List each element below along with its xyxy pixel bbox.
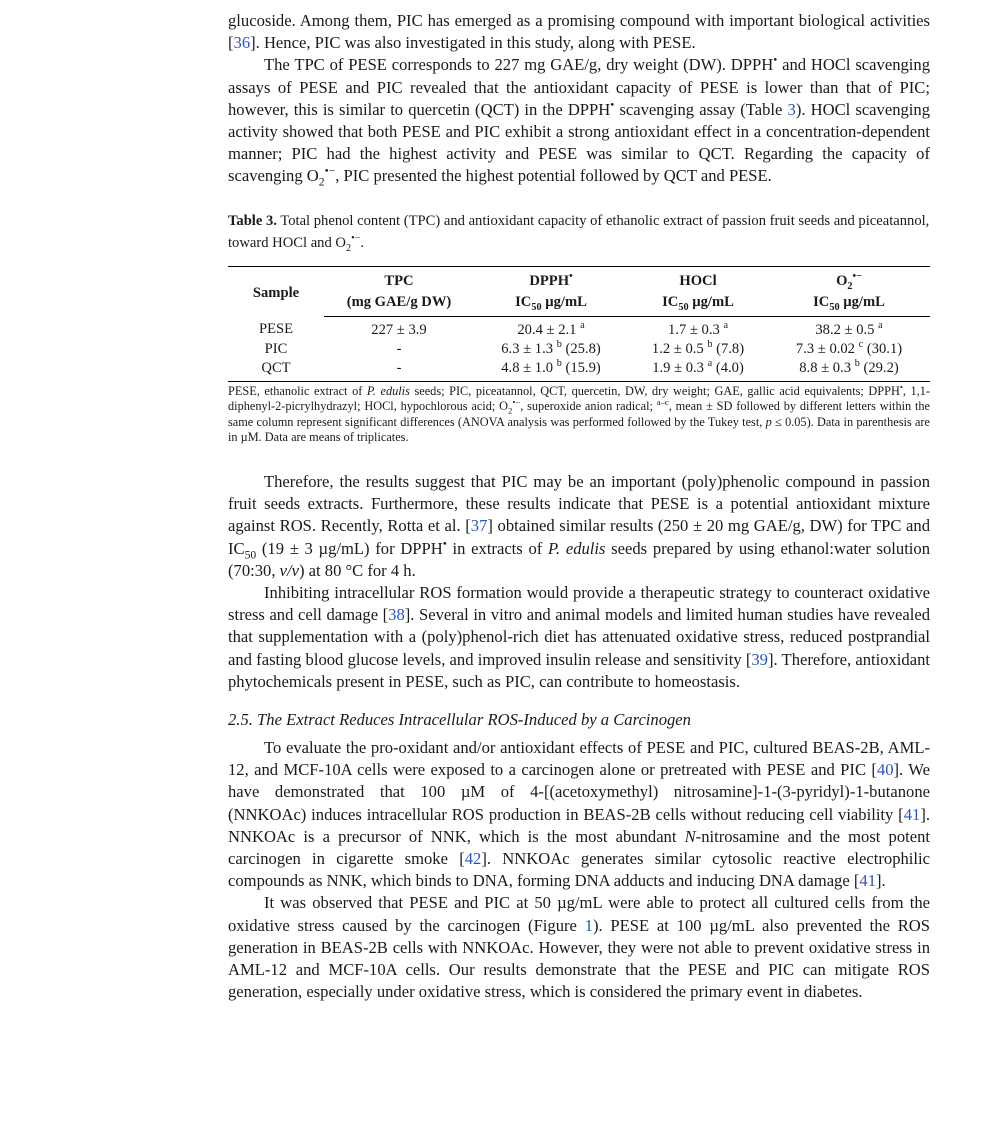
caption-label: Table 3. [228,212,277,229]
cell-hocl [628,359,768,382]
subscript: 2 [345,242,352,254]
text-span: PESE, ethanolic extract of [228,383,367,398]
italic-span: P. edulis [366,383,410,398]
italic-span: N [684,826,696,846]
radical-anion: •− [351,232,361,244]
text-span: , PIC presented the highest potential followed by QCT and PESE. [335,166,772,186]
radical-dot: • [899,381,903,392]
figure-1-link[interactable]: 1 [584,915,593,935]
cell-tpc: - [324,359,474,382]
header-text: IC [813,293,830,310]
cell-o2 [768,340,930,359]
text-span: ]. NNKOAc generates similar cytosolic reactive electrophilic compounds as NNK, which binds to DNA, forming DNA adducts and inducing DNA damage [ [228,849,930,891]
header-hocl: HOCl [628,266,768,292]
text-span: seeds; PIC, piceatannol, QCT, quercetin, DW, dry weight; GAE, gallic acid equivalents; DPPH [409,383,900,398]
cell-um: (7.8) [712,340,745,357]
significance-letter: c [858,338,864,350]
text-span: ). PESE at 100 µg/mL also prevented the ROS generation in BEAS-2B cells with NNKOAc. However, they were not able to prevent oxidative stress in AML-12 and MCF-10A cells. Our results demonstrate that the PESE and PIC can mitigate ROS generation, especially under oxidative stress, which is considered the primary event in diabetes. [228,915,930,1002]
cell-sample: PESE [258,321,294,338]
cell-dpph [474,359,628,382]
text-span: ]. Hence, PIC was also investigated in this study, along with PESE. [250,33,696,53]
header-text: IC [515,293,532,310]
cell-dpph [474,316,628,340]
table-row [228,316,930,340]
text-span: seeds prepared by using ethanol:water solution (70:30, [228,538,931,580]
cell-um: (15.9) [561,359,601,376]
cell-o2 [768,359,930,382]
cell-value: 4.8 ± 1.0 [501,359,557,376]
radical-dot: • [610,98,615,112]
significance-letter: b [854,357,860,369]
italic-span: v/v [279,560,299,580]
radical-anion: •− [324,164,336,178]
citation-36[interactable]: 36 [233,33,251,53]
table-header-row [228,266,930,292]
cell-value: 1.7 ± 0.3 [668,321,724,338]
table-subheader-row [228,292,930,317]
paragraph-5 [228,737,930,892]
header-text: µg/mL [541,293,587,310]
text-span: ]. Therefore, antioxidant phytochemicals present in PESE, such as PIC, can contribute to homeostasis. [228,649,930,691]
cell-value: 6.3 ± 1.3 [501,340,557,357]
significance-letter: a [707,357,713,369]
caption-end: . [360,234,365,251]
citation-39[interactable]: 39 [751,649,768,669]
header-o2-unit [768,292,930,317]
table-3 [228,266,930,382]
italic-span: p [765,414,772,429]
text-span: in extracts of [446,538,548,558]
citation-38[interactable]: 38 [388,605,405,625]
text-span: (19 ± 3 µg/mL) for DPPH [256,538,443,558]
cell-value: 7.3 ± 0.02 [795,340,859,357]
radical-dot: • [442,537,447,551]
header-dpph [474,266,628,292]
significance-letter: a [878,319,883,331]
text-span: To evaluate the pro-oxidant and/or antioxidant effects of PESE and PIC, cultured BEAS-2B, AML-12, and MCF-10A cells were exposed to a carcinogen alone or pretreated with PESE and PIC [ [228,738,930,780]
text-span: ]. Several in vitro and animal models and limited human studies have revealed that supplementation with a (poly)phenol-rich diet has attenuated oxidative stress, reduced postprandial and fasting blood glucose levels, and improved insulin release and sensitivity [ [228,605,931,669]
cell-tpc: 227 ± 3.9 [371,321,427,338]
citation-37[interactable]: 37 [470,516,488,536]
significance-letter: a [580,319,585,331]
table-3-footnote [228,381,931,446]
text-span: ]. We have demonstrated that 100 µM of 4-[(acetoxymethyl) nitrosamine]-1-(3-pyridyl)-1-butanone (NNKOAc) induces intracellular ROS production in BEAS-2B cells without reducing cell viability [ [228,760,930,824]
citation-41[interactable]: 41 [903,804,921,824]
text-span: ≤ 0.05). Data in parenthesis are in µM. Data are means of triplicates. [228,414,930,445]
subscript: 2 [508,405,513,416]
subscript: 50 [531,301,542,313]
text-span: -nitrosamine and the most potent carcinogen in cigarette smoke [ [228,826,930,869]
italic-span: P. edulis [547,538,606,558]
paragraph-3 [228,471,930,582]
cell-hocl [628,340,768,359]
header-tpc-unit: (mg GAE/g DW) [324,292,474,317]
text-span: ]. NNKOAc is a precursor of NNK, which is the most abundant [228,804,930,846]
text-span: scavenging assay (Table [614,99,788,119]
header-text: O [836,272,848,289]
paper-page [228,10,930,1003]
subscript: 50 [244,547,257,561]
significance-letter: b [556,338,562,350]
significance-letter: a [723,319,728,331]
text-span: Therefore, the results suggest that PIC may be an important (poly)phenolic compound in passion fruit seeds extracts. Furthermore, these results indicate that PESE is a potential antioxidant mixture against ROS. Recently, Rotta et al. [ [228,472,930,536]
text-span: ] obtained similar results (250 ± 20 mg GAE/g, DW) for TPC and IC [228,516,930,558]
section-heading: 2.5. The Extract Reduces Intracellular ROS-Induced by a Carcinogen [228,710,691,730]
cell-sample: QCT [228,359,324,382]
table-3-caption [228,210,930,254]
table-row [228,359,930,382]
subscript: 50 [678,301,689,313]
header-text: µg/mL [839,293,885,310]
header-text: DPPH [529,272,570,289]
significance-letter: b [556,357,562,369]
paragraph-2 [228,54,930,187]
text-span: , superoxide anion radical; [520,399,657,414]
header-sample: Sample [228,266,324,316]
cell-value: 1.2 ± 0.5 [651,340,708,357]
text-span: , 1,1-diphenyl-2-picrylhydrazyl; HOCl, hypochlorous acid; O [228,383,930,414]
citation-42[interactable]: 42 [464,849,482,869]
significance-letter: b [707,338,713,350]
radical-dot: • [569,270,573,282]
cell-hocl [628,316,768,340]
text-span: ) at 80 °C for 4 h. [298,560,416,580]
text-span: glucoside. Among them, PIC has emerged as a promising compound with important biological activities [ [228,11,930,53]
citation-40[interactable]: 40 [876,760,894,780]
paragraph-4 [228,582,930,693]
table-row [228,340,930,359]
cell-dpph [474,340,628,359]
text-span: Inhibiting intracellular ROS formation would provide a therapeutic strategy to counteract oxidative stress and cell damage [ [228,583,930,625]
cell-sample: PIC [264,340,288,357]
radical-anion: •− [512,397,521,408]
text-span: ). HOCl scavenging activity showed that both PESE and PIC exhibit a strong antioxidant effect in a concentration-dependent manner; PIC had the highest activity and PESE was similar to QCT. Regarding the capacity of scavenging O [228,99,931,186]
header-dpph-unit [474,292,628,317]
header-text: IC [662,293,679,310]
text-span: ]. [876,871,886,891]
paragraph-6 [228,892,930,1003]
cell-um: (29.2) [859,359,899,376]
superscript: a–c [656,397,669,408]
paragraph-1 [228,10,930,54]
radical-dot: • [773,53,778,67]
caption-text: Total phenol content (TPC) and antioxidant capacity of ethanolic extract of passion fruit seeds and piceatannol, toward HOCl and O [228,212,930,251]
cell-value: 1.9 ± 0.3 [652,359,708,376]
header-tpc: TPC [324,266,474,292]
header-hocl-unit [628,292,768,317]
cell-o2 [768,316,930,340]
cell-value: 20.4 ± 2.1 [517,321,581,338]
header-text: µg/mL [688,293,734,310]
header-o2 [768,266,930,292]
table-3-link[interactable]: 3 [787,99,796,119]
subscript: 2 [847,280,853,292]
subscript: 2 [318,175,325,189]
cell-um: (25.8) [561,340,601,357]
citation-41[interactable]: 41 [859,871,876,891]
text-span: It was observed that PESE and PIC at 50 µg/mL were able to protect all cultured cells from the oxidative stress caused by the carcinogen (Figure [228,893,930,935]
cell-um: (4.0) [712,359,744,376]
cell-value: 8.8 ± 0.3 [799,359,855,376]
cell-tpc: - [396,340,402,357]
cell-um: (30.1) [863,340,903,357]
radical-anion: •− [852,270,862,282]
text-span: and HOCl scavenging assays of PESE and PIC revealed that the antioxidant capacity of PESE is lower than that of PIC; however, this is similar to quercetin (QCT) in the DPPH [228,55,930,119]
text-span: , mean ± SD followed by different letters within the same column represent significant differences (ANOVA analysis was performed followed by the Tukey test, [228,399,931,429]
cell-value: 38.2 ± 0.5 [815,321,879,338]
text-span: The TPC of PESE corresponds to 227 mg GAE/g, dry weight (DW). DPPH [264,55,774,75]
subscript: 50 [829,301,840,313]
